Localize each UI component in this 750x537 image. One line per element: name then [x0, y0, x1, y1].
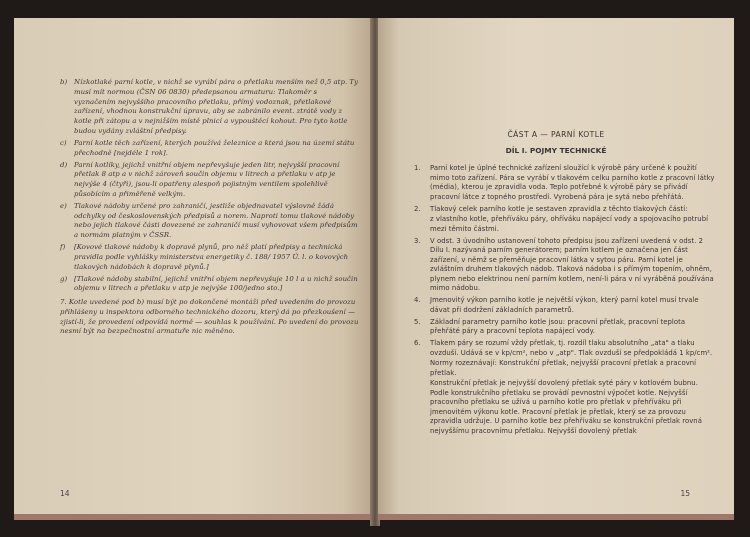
numbered-item-number: 4. — [414, 296, 421, 305]
left-list-item-label: d) — [60, 160, 68, 169]
part-heading: ČÁST A — PARNÍ KOTLE — [507, 130, 605, 139]
numbered-item-paragraph: Jmenovitý výkon parního kotle je největší výkon, který parní kotel musí trvale dávat při dodržení základních parametrů. — [430, 296, 699, 314]
numbered-item-number: 6. — [414, 339, 421, 348]
right-page-text — [414, 164, 716, 439]
left-item-7: 7. Kotle uvedené pod b) musí být po dokončené montáži před uvedením do provozu přihlášeny u inspektora odborného technického dozoru, který dá po přezkoušení — zjistí-li, že provedení odpovídá normě — souhlas k používání. Po uvedení do provozu nesmí být na bezpečnostní armatuře nic měněno. — [60, 298, 359, 336]
numbered-item-paragraph: V odst. 3 úvodního ustanovení tohoto předpisu jsou zařízení uvedená v odst. 2 Dílu I. nazývaná parním generátorem; parním kotlem je označena jen část zařízení, v němž se přeměňuje pracovní látka v sytou páru. Parní kotel je zvláštním druhem tlakových nádob. Tlaková nádoba i s přímým topením, ohněm, plynem nebo elektrinou není parním kotlem, není-li pára v ní vyráběná používána mimo nádobu. — [430, 236, 714, 293]
left-list-item — [60, 202, 360, 241]
numbered-item-number: 1. — [414, 164, 421, 172]
numbered-item — [414, 339, 716, 436]
section-heading: DÍL I. POJMY TECHNICKÉ — [505, 146, 607, 155]
left-list-item-text: Nízkotlaké parní kotle, v nichž se vyrábí pára o přetlaku menším než 0,5 atp. Ty musí mít normou (ČSN 06 0830) předepsanou armaturu: Tlakoměr s vyznačením nejvyššího pracovního přetlaku, přímý vodoznak, přetlakové zařízení, vhodnou konstrukční úpravu, aby se zabránilo event. ztrátě vody z kotle při zátopu a v nejnižším místě plnicí a vypouštěcí kohout. Pro tyto kotle budou vydány zvláštní předpisy. — [74, 78, 359, 135]
numbered-item — [414, 164, 716, 202]
numbered-item-paragraph: Normy rozeznávají: Konstrukční přetlak, nejvyšší pracovní přetlak a pracovní přetlak. — [430, 359, 697, 377]
left-list-item-label: f) — [60, 243, 66, 252]
left-page — [14, 18, 372, 520]
numbered-item — [414, 205, 716, 235]
numbered-item-paragraph: Parní kotel je úplné technické zařízení sloužící k výrobě páry určené k použití mimo toto zařízení. Pára se vyrábí v tlakovém celku parního kotle z pracovní látky (média), kterou je zpravidla voda. Teplo potřebné k výrobě páry se přivádí pracovní látce z topného prostředí. Vyrobená pára je sytá nebo přehřátá. — [430, 164, 715, 201]
numbered-item-paragraph: Tlakový celek parního kotle je sestaven zpravidla z těchto tlakových částí: — [430, 204, 688, 213]
right-page — [378, 18, 734, 520]
numbered-item — [414, 318, 716, 337]
numbered-item-paragraph: Tlakem páry se rozumí vždy přetlak, tj. rozdíl tlaku absolutního „ata" a tlaku ovzduší. Udává se v kp/cm², nebo v „atp". Tlak ovzduší se předpokládá 1 kp/cm². — [430, 339, 713, 357]
left-list-item — [60, 161, 360, 200]
numbered-item-paragraph: z vlastního kotle, přehříváku páry, ohříváku napájecí vody a spojovacího potrubí mezi těmito částmi. — [430, 215, 709, 233]
left-list-item — [60, 139, 360, 159]
numbered-item-number: 3. — [414, 236, 421, 245]
numbered-item-paragraph: Konstrukční přetlak je nejvyšší dovolený přetlak syté páry v kotlovém bubnu. Podle konstrukčního přetlaku se provádí pevnostní výpočet kotle. Nejvyšší pracovního přetlaku se užívá u parního kotle pro přetlak v přehříváku při jmenovitém výkonu kotle. Pracovní přetlak je přetlak, který se za provozu zpravidla udržuje. U parního kotle bez přehříváku se konstrukční přetlak rovná nejvyššímu pracovnímu přetlaku. Nejvyšší dovolený přetlak — [430, 379, 702, 435]
numbered-item-number: 5. — [414, 317, 421, 326]
left-page-text — [60, 78, 360, 337]
left-list-item — [60, 243, 360, 272]
left-list-item-label: b) — [60, 78, 68, 86]
left-list-item-text: Parní kotlíky, jejichž vnitřní objem nepřevyšuje jeden litr, nejvyšší pracovní přetlak 8 atp a v nichž zároveň součin objemu v litrech a přetlaku v atp je nejvýše 4 (čtyři), jsou-li opatřeny alespoň pojistným ventilem spolehlivě působícím a přiměřeně velkým. — [74, 160, 340, 198]
left-list-item — [60, 78, 360, 137]
right-page-number: 15 — [680, 489, 690, 498]
left-list-item-label: g) — [60, 274, 68, 283]
numbered-item-number: 2. — [414, 204, 421, 213]
left-list-item-text: [Kovové tlakové nádoby k dopravě plynů, pro něž platí předpisy a technická pravidla podle vyhlášky ministerstva energetiky č. 188/ 1957 Ú. l. o kovových tlakových nádobách k dopravě plynů.] — [74, 243, 349, 271]
left-list-item-text: Parní kotle těch zařízení, kterých používá železnice a která jsou na území státu přechodně [nejdéle 1 rok]. — [74, 138, 355, 157]
left-list-item-text: Tlakové nádoby určené pro zahraničí, jestliže objednavatel výslovně žádá odchylky od československých předpisů a norem. Naproti tomu tlakové nádoby nebo jejich tlakové části dovezené ze zahraničí musí vyhovovat všem předpisům a normám platným v ČSSR. — [74, 201, 358, 240]
left-page-number: 14 — [60, 489, 70, 498]
numbered-item-paragraph: Základní parametry parního kotle jsou: pracovní přetlak, pracovní teplota přehřáté páry a pracovní teplota napájecí vody. — [430, 317, 686, 336]
left-list-item-text: [Tlakové nádoby stabilní, jejichž vnitřní objem nepřevyšuje 10 l a u nichž součin objemu v litrech a přetlaku v atp je nejvýše 100/jedno sto.] — [74, 274, 358, 293]
numbered-item — [414, 296, 716, 315]
left-list-item-label: c) — [60, 138, 67, 147]
numbered-item — [414, 237, 716, 294]
left-list-item — [60, 275, 360, 295]
left-list-item-label: e) — [60, 201, 67, 210]
